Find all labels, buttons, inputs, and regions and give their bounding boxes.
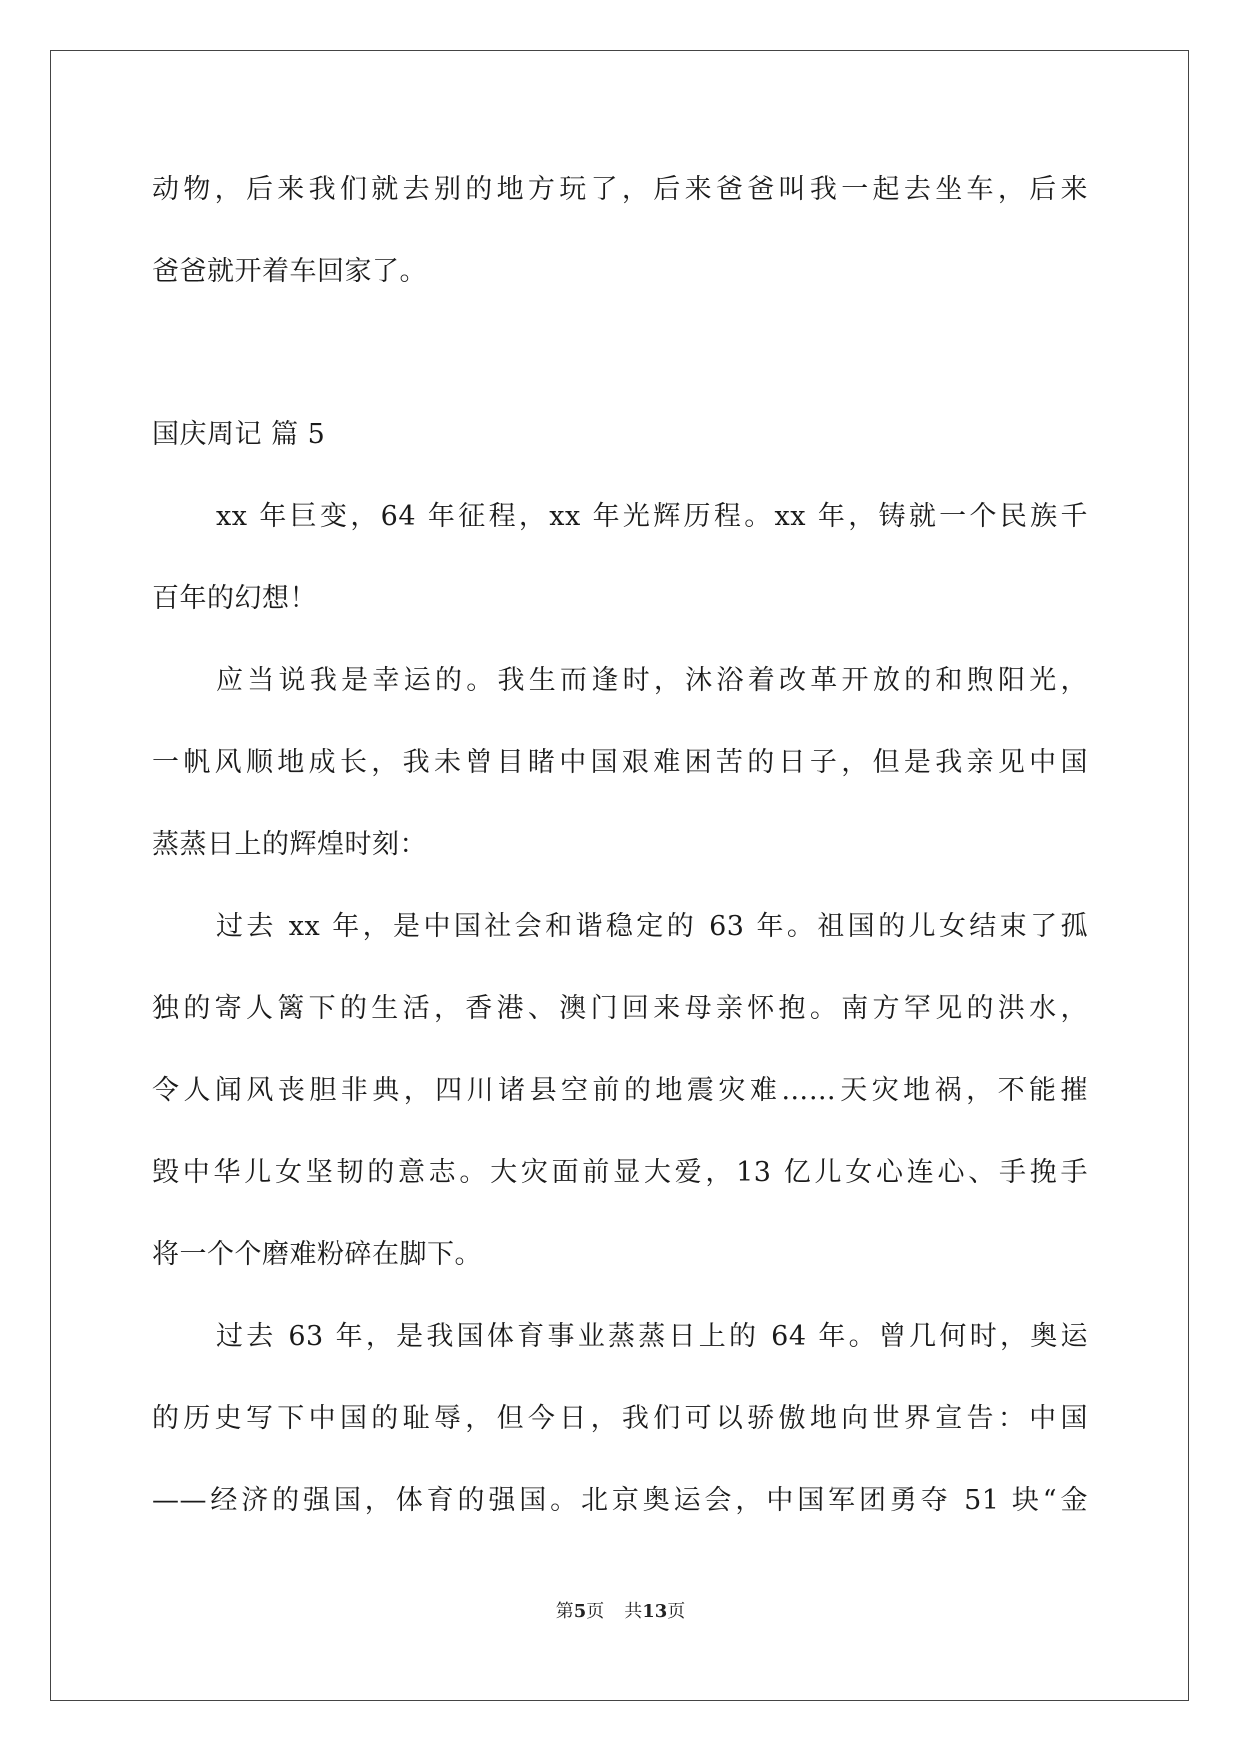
text-line: 应当说我是幸运的。我生而逢时，沐浴着改革开放的和煦阳光，	[216, 665, 1088, 696]
text-line: 动物，后来我们就去别的地方玩了，后来爸爸叫我一起去坐车，后来	[152, 174, 1088, 205]
footer-prefix: 第	[555, 1601, 574, 1622]
section-heading: 国庆周记 篇 5	[152, 419, 326, 450]
text-line: 蒸蒸日上的辉煌时刻：	[152, 829, 427, 860]
text-line: 一帆风顺地成长，我未曾目睹中国艰难困苦的日子，但是我亲见中国	[152, 747, 1088, 778]
text-line: ——经济的强国，体育的强国。北京奥运会，中国军团勇夺 51 块“金	[152, 1485, 1088, 1516]
page-footer	[0, 1600, 1241, 1624]
text-line: 令人闻风丧胆非典，四川诸县空前的地震灾难……天灾地祸，不能摧	[152, 1075, 1088, 1106]
text-line: 毁中华儿女坚韧的意志。大灾面前显大爱，13 亿儿女心连心、手挽手	[152, 1157, 1088, 1188]
text-line: 独的寄人篱下的生活，香港、澳门回来母亲怀抱。南方罕见的洪水，	[152, 993, 1088, 1024]
page-border	[50, 50, 1189, 1701]
footer-total-pages: 13	[642, 1601, 668, 1622]
text-line: 百年的幻想！	[152, 583, 317, 614]
footer-page-suffix: 页	[586, 1601, 605, 1622]
text-line: 爸爸就开着车回家了。	[152, 256, 427, 287]
text-line: 将一个个磨难粉碎在脚下。	[152, 1239, 482, 1270]
footer-total-prefix: 共	[624, 1601, 643, 1622]
text-line: 过去 xx 年，是中国社会和谐稳定的 63 年。祖国的儿女结束了孤	[216, 911, 1088, 942]
text-line: xx 年巨变，64 年征程，xx 年光辉历程。xx 年，铸就一个民族千	[216, 501, 1088, 532]
footer-total-suffix: 页	[667, 1601, 686, 1622]
footer-page-number: 5	[573, 1601, 587, 1622]
text-line: 过去 63 年，是我国体育事业蒸蒸日上的 64 年。曾几何时，奥运	[216, 1321, 1088, 1352]
text-line: 的历史写下中国的耻辱，但今日，我们可以骄傲地向世界宣告：中国	[152, 1403, 1088, 1434]
